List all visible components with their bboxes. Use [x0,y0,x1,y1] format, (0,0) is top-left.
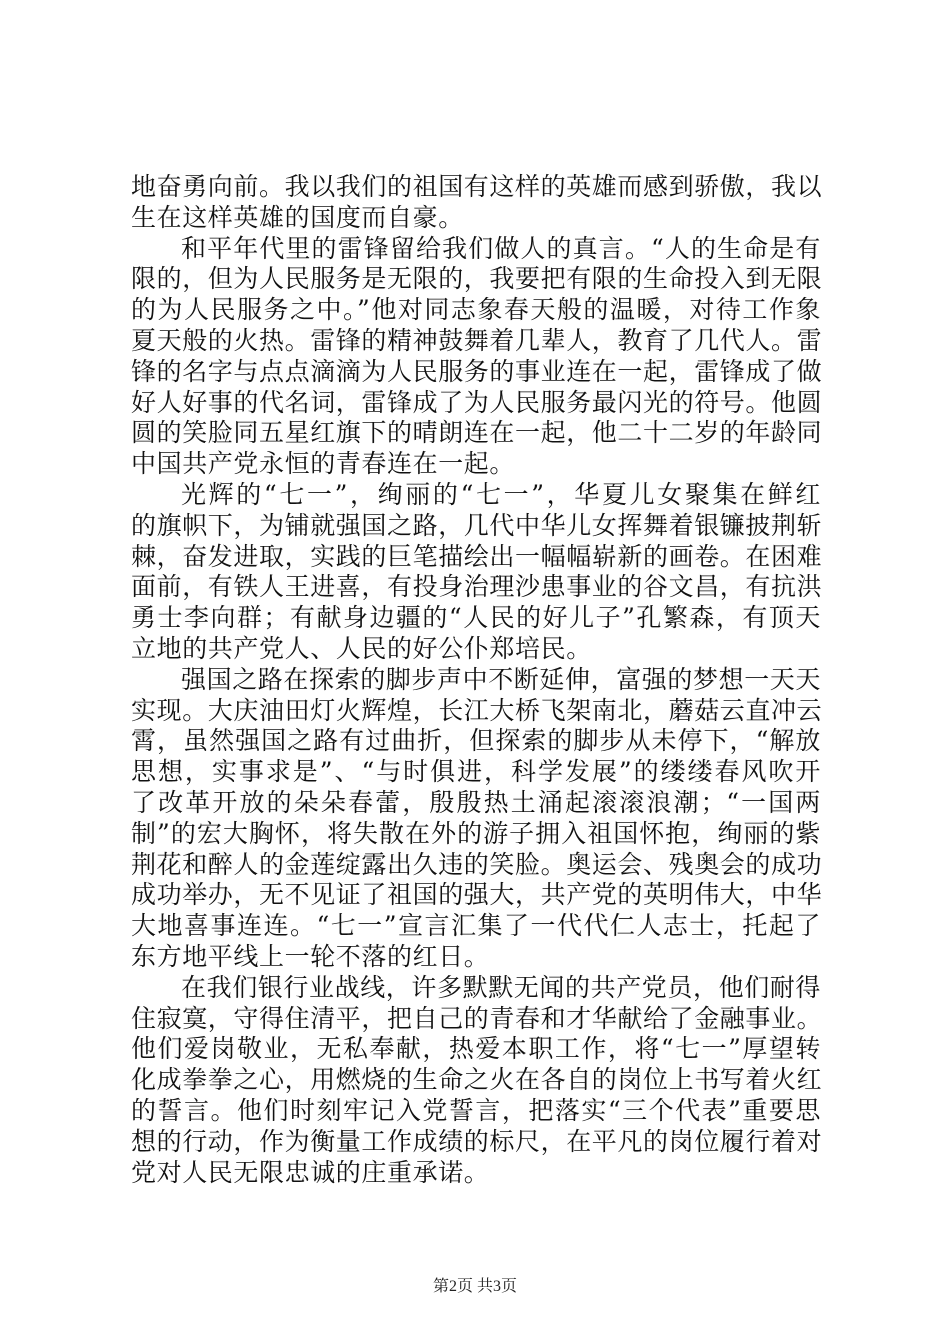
text-line: 立地的共产党人、人民的好公仆郑培民。 [131,633,592,663]
text-line: 的誓言。他们时刻牢记入党誓言，把落实“三个代表”重要思 [131,1095,821,1125]
text-line: 东方地平线上一轮不落的红日。 [131,941,490,971]
text-line: 好人好事的代名词，雷锋成了为人民服务最闪光的符号。他圆 [131,387,823,417]
paragraph [131,172,821,234]
text-line: 勇士李向群；有献身边疆的“人民的好儿子”孔繁森，有顶天 [131,603,821,633]
text-line: 棘，奋发进取，实践的巨笔描绘出一幅幅崭新的画卷。在困难 [131,541,823,571]
text-line: 实现。大庆油田灯火辉煌，长江大桥飞架南北，蘑菇云直冲云 [131,695,823,725]
text-line: 了改革开放的朵朵春蕾，殷殷热土涌起滚滚浪潮；“一国两 [131,787,821,817]
text-line: 在我们银行业战线，许多默默无闻的共产党员，他们耐得 [181,972,822,1002]
text-line: 地奋勇向前。我以我们的祖国有这样的英雄而感到骄傲，我以 [131,172,823,201]
text-line: 面前，有铁人王进喜，有投身治理沙患事业的谷文昌，有抗洪 [131,572,823,602]
text-line: 荆花和醉人的金莲绽露出久违的笑脸。奥运会、残奥会的成功 [131,849,823,879]
page-number-footer: 第2页 共3页 [432,1278,517,1295]
text-line: 大地喜事连连。“七一”宣言汇集了一代代仁人志士，托起了 [131,911,821,941]
text-line: 的旗帜下，为铺就强国之路，几代中华儿女挥舞着银镰披荆斩 [131,510,823,540]
paragraph [131,234,821,480]
text-line: 成功举办，无不见证了祖国的强大，共产党的英明伟大，中华 [131,880,823,910]
text-line: 他们爱岗敬业，无私奉献，热爱本职工作，将“七一”厚望转 [131,1034,821,1064]
text-line: 制”的宏大胸怀，将失散在外的游子拥入祖国怀抱，绚丽的紫 [131,818,821,848]
body-text [131,172,821,1188]
text-line: 强国之路在探索的脚步声中不断延伸，富强的梦想一天天 [181,664,822,694]
text-line: 光辉的“七一”，绚丽的“七一”，华夏儿女聚集在鲜红 [181,479,821,509]
text-line: 思想，实事求是”、“与时俱进，科学发展”的缕缕春风吹开 [131,757,821,787]
text-line: 限的，但为人民服务是无限的，我要把有限的生命投入到无限 [131,264,823,294]
text-line: 霄，虽然强国之路有过曲折，但探索的脚步从未停下，“解放 [131,726,821,756]
paragraph [131,480,821,665]
text-line: 生在这样英雄的国度而自豪。 [131,202,464,232]
paragraph [131,973,821,1189]
text-line: 圆的笑脸同五星红旗下的晴朗连在一起，他二十二岁的年龄同 [131,418,823,448]
paragraph [131,665,821,973]
text-line: 和平年代里的雷锋留给我们做人的真言。“人的生命是有 [181,233,821,263]
text-line: 的为人民服务之中。”他对同志象春天般的温暖，对待工作象 [131,295,821,325]
text-line: 锋的名字与点点滴滴为人民服务的事业连在一起，雷锋成了做 [131,356,823,386]
text-line: 中国共产党永恒的青春连在一起。 [131,449,516,479]
text-line: 住寂寞，守得住清平，把自己的青春和才华献给了金融事业。 [131,1003,823,1033]
text-line: 党对人民无限忠诚的庄重承诺。 [131,1157,490,1187]
text-line: 夏天般的火热。雷锋的精神鼓舞着几辈人，教育了几代人。雷 [131,325,823,355]
text-line: 想的行动，作为衡量工作成绩的标尺，在平凡的岗位履行着对 [131,1126,823,1156]
text-line: 化成拳拳之心，用燃烧的生命之火在各自的岗位上书写着火红 [131,1065,823,1095]
